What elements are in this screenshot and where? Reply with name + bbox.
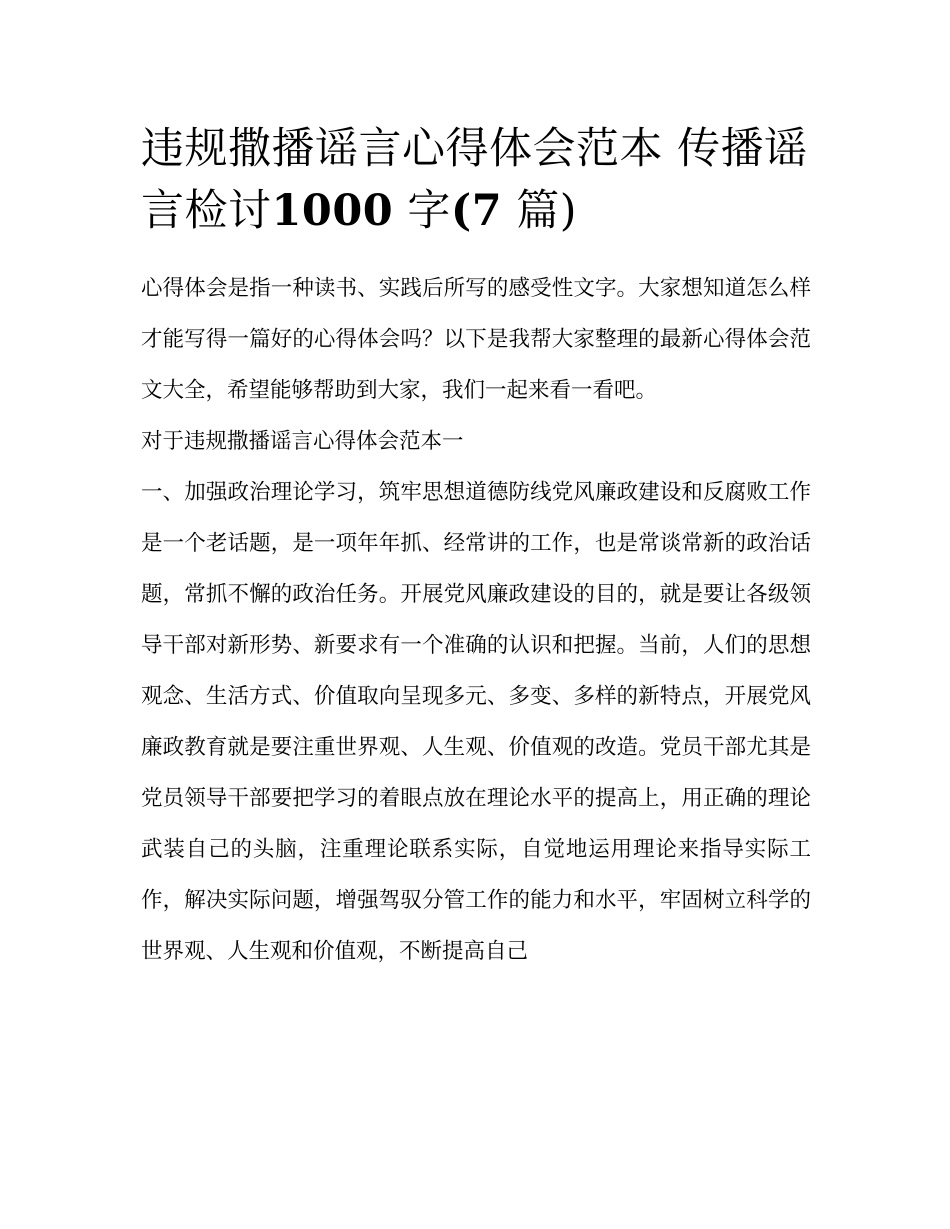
title-text-part-3: 篇) [502,186,578,236]
section-heading: 对于违规撒播谣言心得体会范本一 [141,429,464,454]
document-page [141,118,811,977]
title-count: (7 [450,186,503,236]
title-text-part-2: 字 [393,186,451,236]
document-title [141,118,811,242]
body-paragraph: 一、加强政治理论学习，筑牢思想道德防线党风廉政建设和反腐败工作是一个老话题，是一项年年抓、经常讲的工作，也是常谈常新的政治话题，常抓不懈的政治任务。开展党风廉政建设的目的，就是要让各级领导干部对新形势、新要求有一个准确的认识和把握。当前，人们的思想观念、生活方式、价值取向呈现多元、多变、多样的新特点，开展党风廉政教育就是要注重世界观、人生观、价值观的改造。党员干部尤其是党员领导干部要把学习的着眼点放在理论水平的提高上，用正确的理论武装自己的头脑，注重理论联系实际，自觉地运用理论来指导实际工作，解决实际问题，增强驾驭分管工作的能力和水平，牢固树立科学的世界观、人生观和价值观，不断提高自己 [141,480,811,964]
title-text-part-1: 违规撒播谣言心得体会范本 传播谣言检讨 [141,124,808,236]
intro-paragraph: 心得体会是指一种读书、实践后所写的感受性文字。大家想知道怎么样才能写得一篇好的心得体会吗？以下是我帮大家整理的最新心得体会范文大全，希望能够帮助到大家，我们一起来看一看吧。 [141,276,811,403]
title-number: 1000 [271,186,394,236]
